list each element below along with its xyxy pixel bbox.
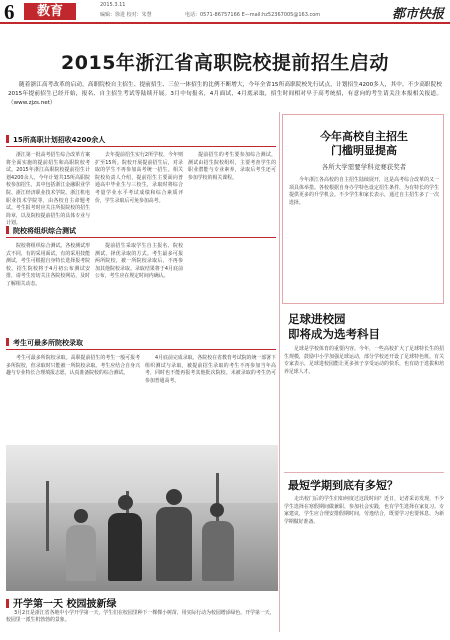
- sidebar-title-semester: 最短学期到底有多短？: [288, 479, 398, 492]
- photo-title: 开学第一天 校园披新绿: [6, 595, 116, 610]
- page-header: [0, 0, 450, 24]
- news-photo: [6, 445, 278, 591]
- subhead-admission: 考生可最多所院校录取: [6, 338, 276, 350]
- subhead-marker: [6, 338, 9, 346]
- section-divider: [284, 472, 444, 473]
- subhead-test: 院校将组织综合测试: [6, 226, 276, 238]
- article-column: 提前招生采取学生自主报名、院校测试、择优录取的方式。考生最多可报两所院校，被一所院校录取后，不再参加其他院校录取。录取结果将于4月底前公布，考生应在规定时间内确认。: [95, 243, 183, 280]
- lead-paragraph: 随着浙江高考改革的启动，高职院校自主招生、提前招生、三位一体招生的比例不断增大，今年全省15所高职院校先行试点，计划招生4200多人，其中，不少高职院校2015年提前招生已经开始，报名、自主招生考试等陆续开展。3月中旬报名，4月面试，4月底录取，招生时间相对早于高考统招，有意向的考生请关注本报相关报道。（www.zjzs.net）: [8, 82, 442, 106]
- article-column: 考生可最多所院校录取。高职提前招生的考生一般可报考多所院校，但录取时只能被一所院校录取。考生应结合自身兴趣与专业特长合理填报志愿，认真准备院校的综合测试。: [6, 355, 140, 377]
- subhead-marker: [6, 226, 9, 234]
- sidebar-self-enrollment: [282, 114, 444, 304]
- subhead-marker: [6, 135, 9, 143]
- subhead-quota: 15所高职计划招收4200余人: [6, 135, 276, 147]
- article-column: 去年提前招生实行2所学校，今年则扩至15所。院校开展提前招生后，对录取的学生不再参加高考统一招生。相关院校负责人介绍，提前招生主要面向普通高中毕业生与三校生，录取时将综合考量学业水平考试成绩和综合素质评价，学生录取后可免参加高考。: [95, 152, 183, 204]
- photo-title-marker: [6, 599, 9, 608]
- main-headline: 2015年浙江省高职院校提前招生启动: [61, 52, 389, 74]
- article-column: 提前招生的考生要参加综合测试，测试由招生院校组织，主要考查学生的职业潜能与专业素养，录取后考生还可参加学校的相关课程。: [188, 152, 276, 181]
- section-label: 教育: [24, 3, 76, 20]
- sidebar-text: 今年浙江各高校的自主招生陆续展开，这是高考综合改革的又一项具体举措。各校根据自身办学特色设定招生条件，为有特长的学生提供更多的升学机会。不少学生和家长表示，通过自主招生多了一次选择。: [289, 177, 439, 206]
- article-column: 院校将组织综合测试。各校测试形式不同，有的采用面试，有的采用技能测试，考生可根据自身特长选择报考院校。招生院校将于4月初公布测试安排，请考生密切关注各院校网站，及时了解相关动态。: [6, 243, 90, 287]
- sidebar-subtitle: 各所大学需要学科竞赛获奖者: [321, 163, 407, 171]
- page-number: 6: [4, 0, 15, 24]
- sidebar-title-football: 足球进校园 即将成为选考科目: [288, 312, 380, 341]
- contact-info: 电话：0571-86757166 E—mail:hz52367005@163.com: [185, 12, 321, 18]
- article-column: 浙江第一批高考招生综合改革方案将全面实施的提前招生和高职院校考试。2015年浙江高职院校提前招生计划4200余人，今年计划共15所高职院校参加招生，其中包括浙江金融职业学院、浙江经济职业技术学院、浙江机电职业技术学院等，由各校自主命题考试。考生报考时应关注所报院校的招生简章，以及院校提前招生的具体专业与计划。: [6, 152, 90, 227]
- issue-date: 2015.3.11: [100, 2, 126, 8]
- newspaper-masthead: 都市快报: [391, 7, 444, 22]
- column-divider: [279, 112, 280, 632]
- editor-credit: 编辑：徐进 校对：朱慧: [100, 12, 152, 18]
- sidebar-text: 走出校门后的学生们如何度过这段时间？近日，记者采访发现，不少学生选择在寒假期间做兼职、参加社会实践，也有学生选择在家复习。专家建议，学生应合理安排假期时间，劳逸结合，既要学习也要休息，为新学期做好准备。: [284, 496, 444, 525]
- sidebar-title: 今年高校自主招生 门槛明显提高: [320, 130, 408, 157]
- sidebar-text: 足球是学校体育的重要内容。今年，一些高校扩大了足球特长生的招生规模，鼓励中小学加强足球运动，部分学校还开设了足球特色班。有关专家表示，足球进校园能让更多孩子享受运动的快乐，也有助于选拔和培养足球人才。: [284, 346, 444, 375]
- article-column: 4月底前完成录取。各院校在省教育考试院的统一部署下组织测试与录取，被提前招生录取的考生不再参加当年高考，同时也不能再报考其他批次院校。未被录取的考生仍可参加普通高考。: [145, 355, 276, 384]
- photo-caption: 3月2日是浙江省各地中小学开学第一天，学生们在校园里种下一棵棵小树苗，用实际行动为校园增添绿色。开学第一天，校园里一派生机勃勃的景象。: [6, 610, 275, 623]
